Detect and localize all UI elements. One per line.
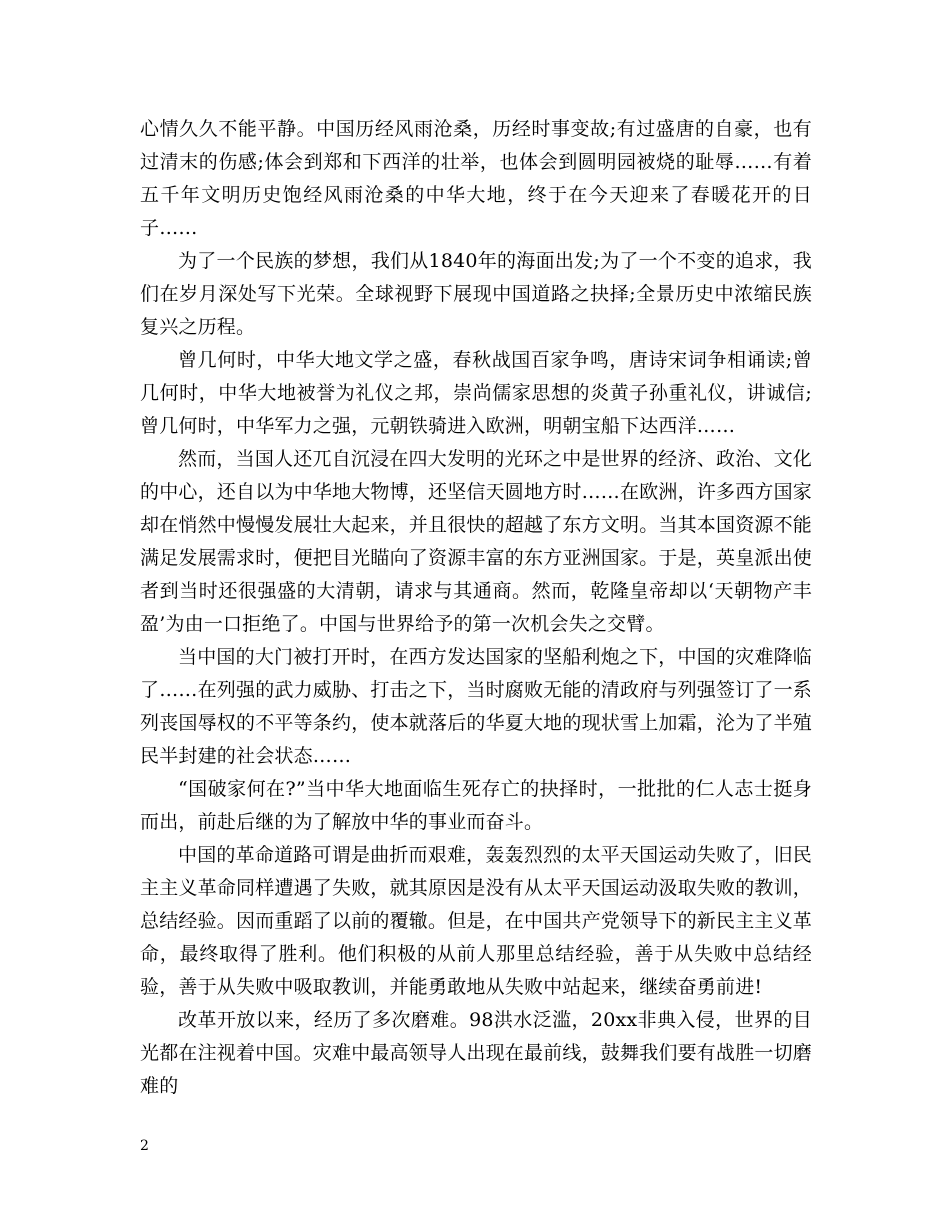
- paragraph: 曾几何时，中华大地文学之盛，春秋战国百家争鸣，唐诗宋词争相诵读;曾几何时，中华大地被誉为礼仪之邦，崇尚儒家思想的炎黄子孙重礼仪，讲诚信;曾几何时，中华军力之强，元朝铁骑进入欧洲，明朝宝船下达西洋……: [140, 349, 812, 437]
- page-number: 2: [140, 1138, 149, 1154]
- paragraph: 然而，当国人还兀自沉浸在四大发明的光环之中是世界的经济、政治、文化的中心，还自以为中华地大物博，还坚信天圆地方时……在欧洲，许多西方国家却在悄然中慢慢发展壮大起来，并且很快的超越了东方文明。当其本国资源不能满足发展需求时，便把目光瞄向了资源丰富的东方亚洲国家。于是，英皇派出使者到当时还很强盛的大清朝，请求与其通商。然而，乾隆皇帝却以‘天朝物产丰盈’为由一口拒绝了。中国与世界给予的第一次机会失之交臂。: [140, 448, 813, 635]
- paragraph: 为了一个民族的梦想，我们从1840年的海面出发;为了一个不变的追求，我们在岁月深处写下光荣。全球视野下展现中国道路之抉择;全景历史中浓缩民族复兴之历程。: [140, 250, 812, 338]
- paragraph: 改革开放以来，经历了多次磨难。98洪水泛滥，20xx非典入侵，世界的目光都在注视着中国。灾难中最高领导人出现在最前线，鼓舞我们要有战胜一切磨难的: [140, 1009, 813, 1097]
- paragraph: 中国的革命道路可谓是曲折而艰难，轰轰烈烈的太平天国运动失败了，旧民主主义革命同样遭遇了失败，就其原因是没有从太平天国运动汲取失败的教训，总结经验。因而重蹈了以前的覆辙。但是，在中国共产党领导下的新民主主义革命，最终取得了胜利。他们积极的从前人那里总结经验，善于从失败中总结经验，善于从失败中吸取教训，并能勇敢地从失败中站起来，继续奋勇前进!: [140, 844, 813, 998]
- paragraph: 心情久久不能平静。中国历经风雨沧桑，历经时事变故;有过盛唐的自豪，也有过清末的伤感;体会到郑和下西洋的壮举，也体会到圆明园被烧的耻辱……有着五千年文明历史饱经风雨沧桑的中华大地，终于在今天迎来了春暖花开的日子……: [140, 118, 812, 239]
- paragraph: 当中国的大门被打开时，在西方发达国家的坚船利炮之下，中国的灾难降临了……在列强的武力威胁、打击之下，当时腐败无能的清政府与列强签订了一系列丧国辱权的不平等条约，使本就落后的华夏大地的现状雪上加霜，沦为了半殖民半封建的社会状态……: [140, 646, 813, 767]
- paragraph: “国破家何在?”当中华大地面临生死存亡的抉择时，一批批的仁人志士挺身而出，前赴后继的为了解放中华的事业而奋斗。: [140, 778, 812, 833]
- page-body: [140, 113, 812, 1103]
